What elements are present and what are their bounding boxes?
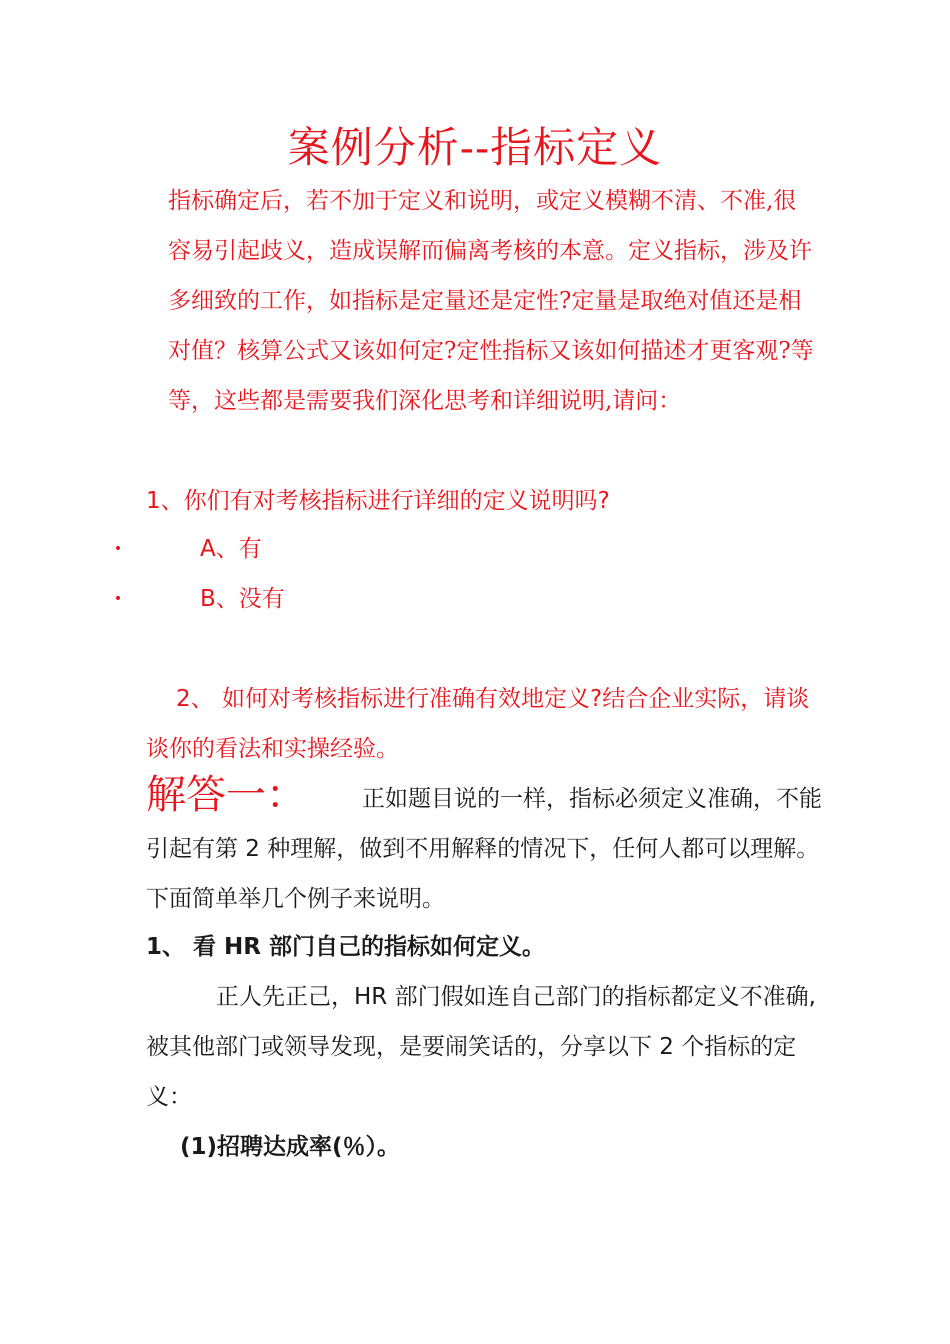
answer-text: 正如题目说的一样，指标必须定义准确，不能引起有第 2 种理解，做到不用解释的情况下，任何人都可以理解。下面简单举几个例子来说明。: [146, 786, 822, 912]
section-paragraph-text: 正人先正己，HR 部门假如连自己部门的指标都定义不准确,被其他部门或领导发现，是要闹笑话的，分享以下 2 个指标的定义：: [146, 984, 816, 1110]
question-1: 1、你们有对考核指标进行详细的定义说明吗?: [146, 488, 610, 514]
answer-label: 解答一：: [146, 772, 306, 818]
intro-paragraph: 指标确定后，若不加于定义和说明，或定义模糊不清、不准,很容易引起歧义，造成误解而偏离考核的本意。定义指标，涉及许多细致的工作，如指标是定量还是定性?定量是取绝对值还是相对值？核算公式又该如何定?定性指标又该如何描述才更客观?等等，这些都是需要我们深化思考和详细说明,请问：: [168, 188, 814, 414]
bullet-icon: •: [113, 541, 123, 557]
option-a: A、有: [200, 536, 262, 562]
section-heading: 1、 看 HR 部门自己的指标如何定义。: [146, 934, 545, 960]
section-paragraph: [146, 972, 826, 1122]
page-title: 案例分析--指标定义: [287, 123, 663, 172]
question-2-text: 如何对考核指标进行准确有效地定义?结合企业实际，请谈谈你的看法和实操经验。: [146, 686, 810, 762]
question-2: [146, 674, 826, 774]
question-2-number: 2、: [176, 686, 214, 712]
option-b: B、没有: [200, 586, 285, 612]
answer-paragraph: [146, 770, 826, 924]
bullet-icon: •: [113, 591, 123, 607]
sub-heading: (1)招聘达成率(％）。: [180, 1134, 401, 1160]
